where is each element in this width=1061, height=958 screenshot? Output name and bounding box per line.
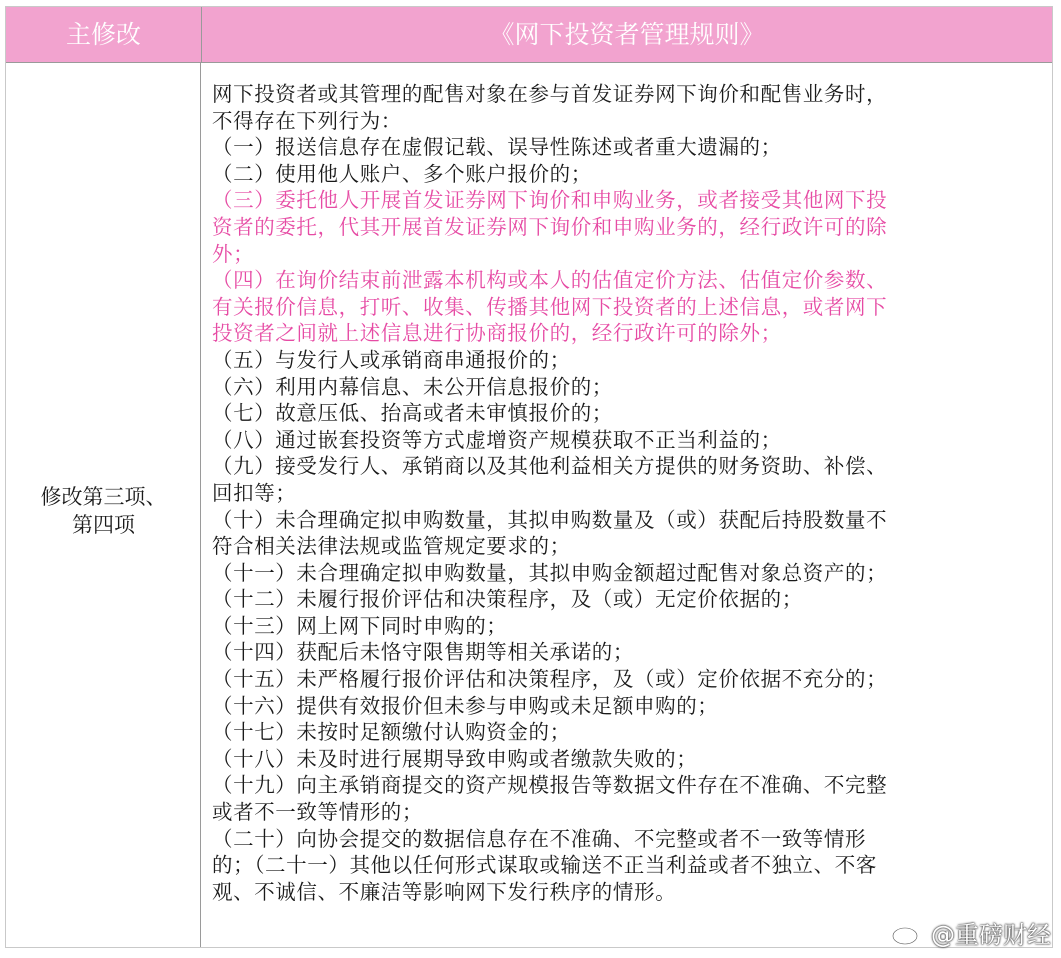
rule-line: 网下投资者或其管理的配售对象在参与首发证券网下询价和配售业务时， [212, 82, 888, 106]
rule-line: （九）接受发行人、承销商以及其他利益相关方提供的财务资助、补偿、 [212, 454, 888, 479]
watermark [891, 915, 1051, 950]
header-modification: 主修改 [6, 7, 202, 62]
rule-line: （十五）未严格履行报价评估和决策程序，及（或）定价依据不充分的； [212, 667, 888, 692]
rule-line: （十二）未履行报价评估和决策程序，及（或）无定价依据的； [212, 587, 803, 612]
rule-line: （十三）网上网下同时申购的； [212, 613, 508, 638]
rule-line-highlighted: （三）委托他人开展首发证券网下询价和申购业务，或者接受其他网下投 [212, 188, 888, 213]
rule-line: （五）与发行人或承销商串通报价的； [212, 347, 571, 372]
header-rule-title: 《网下投资者管理规则》 [489, 20, 765, 49]
rule-line-highlighted: （四）在询价结束前泄露本机构或本人的估值定价方法、估值定价参数、 [212, 268, 888, 293]
rule-line: （六）利用内幕信息、未公开信息报价的； [212, 374, 613, 399]
table-row [6, 63, 1052, 947]
rule-line: （十一）未合理确定拟申购数量，其拟申购金额超过配售对象总资产的； [212, 560, 888, 585]
comparison-table [5, 6, 1053, 948]
rule-line: （二）使用他人账户、多个账户报价的； [212, 161, 592, 186]
rule-line: （十九）向主承销商提交的资产规模报告等数据文件存在不准确、不完整 [212, 773, 888, 798]
rule-line: （十四）获配后未恪守限售期等相关承诺的； [212, 640, 634, 665]
rule-line-highlighted: 投资者之间就上述信息进行协商报价的，经行政许可的除外； [212, 321, 782, 346]
rule-line: 回扣等； [212, 480, 297, 505]
rule-line-highlighted: 外； [212, 241, 255, 266]
rule-line: （十）未合理确定拟申购数量，其拟申购数量及（或）获配后持股数量不 [212, 507, 888, 532]
rule-line-highlighted: 有关报价信息，打听、收集、传播其他网下投资者的上述信息，或者网下 [212, 294, 888, 319]
rule-line: 的；（二十一）其他以任何形式谋取或输送不正当利益或者不独立、不客 [212, 853, 877, 878]
rule-line: （七）故意压低、抬高或者未审慎报价的； [212, 401, 613, 426]
modification-cell [6, 63, 201, 947]
modification-label-line: 修改第三项、 [40, 485, 167, 509]
weibo-icon [891, 920, 925, 946]
rule-line: （十七）未按时足额缴付认购资金的； [212, 720, 571, 745]
rule-line-highlighted: 资者的委托，代其开展首发证券网下询价和申购业务的，经行政许可的除 [212, 214, 888, 239]
table-header [6, 7, 1052, 63]
watermark-text: @重磅财经 [931, 921, 1051, 949]
modification-label [6, 483, 201, 539]
rule-line: （十六）提供有效报价但未参与申购或未足额申购的； [212, 693, 719, 718]
rule-line: （十八）未及时进行展期导致申购或者缴款失败的； [212, 746, 698, 771]
rule-line: 观、不诚信、不廉洁等影响网下发行秩序的情形。 [212, 879, 677, 904]
rule-line: （一）报送信息存在虚假记载、误导性陈述或者重大遗漏的； [212, 135, 782, 160]
rule-text-cell [212, 81, 1050, 905]
rule-line: （二十）向协会提交的数据信息存在不准确、不完整或者不一致等情形 [212, 826, 867, 851]
rule-line: 不得存在下列行为： [212, 108, 402, 133]
rule-line: （八）通过嵌套投资等方式虚增资产规模获取不正当利益的； [212, 427, 782, 452]
rule-line: 或者不一致等情形的； [212, 800, 423, 825]
modification-label-line: 第四项 [72, 513, 135, 537]
rule-line: 符合相关法律法规或监管规定要求的； [212, 534, 571, 559]
